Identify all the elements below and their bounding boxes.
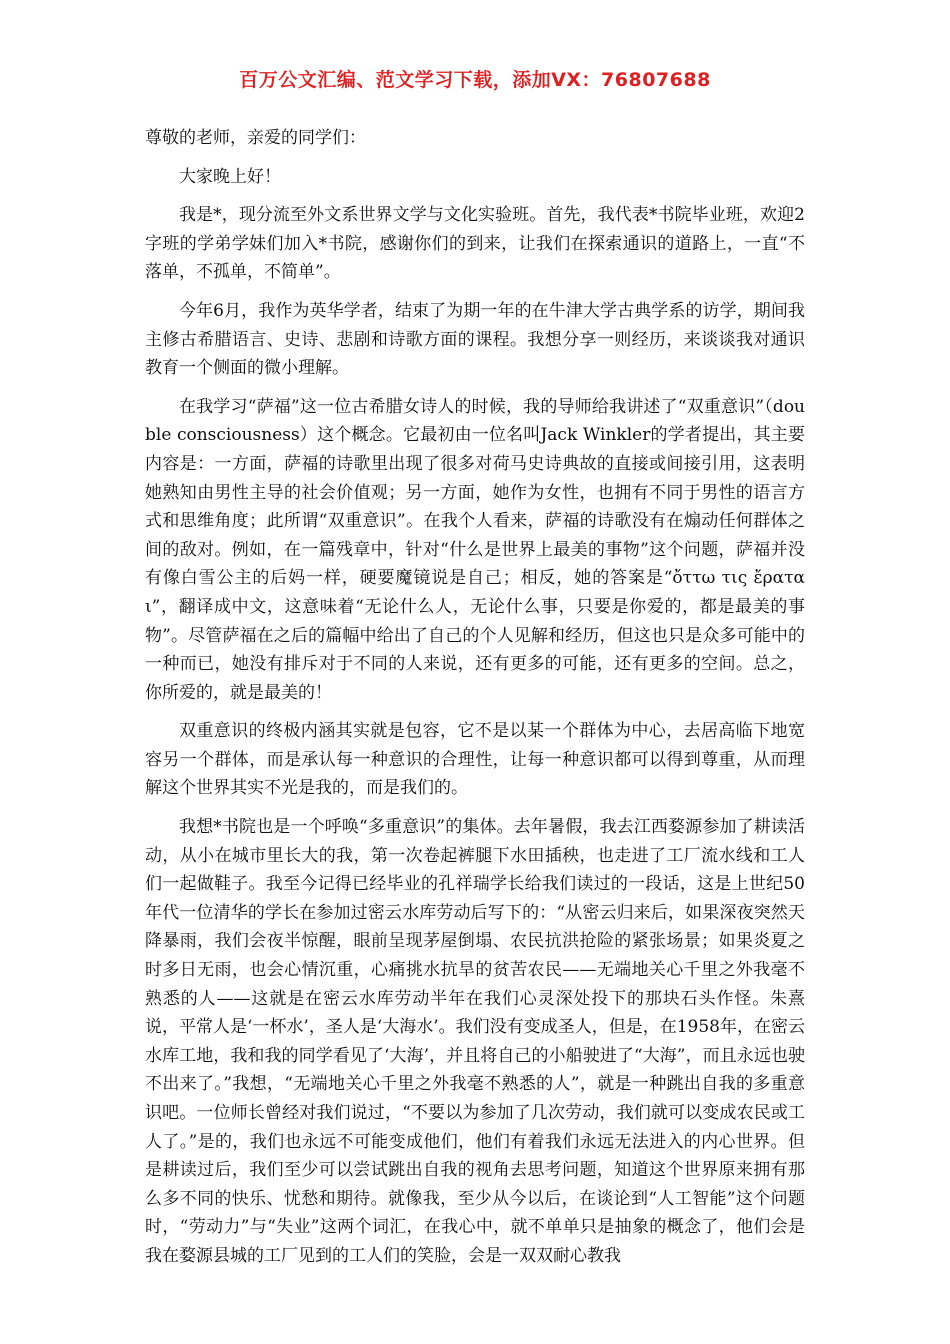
salutation: 尊敬的老师，亲爱的同学们：: [145, 128, 366, 148]
paragraph-introduction: 我是*，现分流至外文系世界文学与文化实验班。首先，我代表*书院毕业班，欢迎2字班的学弟学妹们加入*书院，感谢你们的到来，让我们在探索通识的道路上，一直“不落单，不孤单，不简单”。: [145, 205, 805, 283]
paragraph-double-consciousness: 双重意识的终极内涵其实就是包容，它不是以某一个群体为中心，去居高临下地宽容另一个群体，而是承认每一种意识的合理性，让每一种意识都可以得到尊重，从而理解这个世界其实不光是我的，而是我们的。: [145, 721, 805, 799]
paragraph-oxford: 今年6月，我作为英华学者，结束了为期一年的在牛津大学古典学系的访学，期间我主修古希腊语言、史诗、悲剧和诗歌方面的课程。我想分享一则经历，来谈谈我对通识教育一个侧面的微小理解。: [145, 300, 805, 379]
paragraph-sappho: 在我学习“萨福”这一位古希腊女诗人的时候，我的导师给我讲述了“双重意识”（double consciousness）这个概念。它最初由一位名叫Jack Winkler的学者提出，其主要内容是：一方面，萨福的诗歌里出现了很多对荷马史诗典故的直接或间接引用，这表明她熟知由男性主导的社会价值观；另一方面，她作为女性，也拥有不同于男性的语言方式和思维角度；此所谓“双重意识”。在我个人看来，萨福的诗歌没有在煽动任何群体之间的敌对。例如，在一篇残章中，针对“什么是世界上最美的事物”这个问题，萨福并没有像白雪公主的后妈一样，硬要魔镜说是自己；相反，她的答案是“ὄττω τις ἔραται”，翻译成中文，这意味着“无论什么人，无论什么事，只要是你爱的，都是最美的事物”。尽管萨福在之后的篇幅中给出了自己的个人见解和经历，但这也只是众多可能中的一种而已，她没有排斥对于不同的人来说，还有更多的可能，还有更多的空间。总之，你所爱的，就是最美的！: [145, 396, 805, 703]
document-body: [145, 124, 805, 1281]
paragraph-college: 我想*书院也是一个呼唤“多重意识”的集体。去年暑假，我去江西婺源参加了耕读活动，从小在城市里长大的我，第一次卷起裤腿下水田插秧，也走进了工厂流水线和工人们一起做鞋子。我至今记得已经毕业的孔祥瑞学长给我们读过的一段话，这是上世纪50年代一位清华的学长在参加过密云水库劳动后写下的：“从密云归来后，如果深夜突然天降暴雨，我们会夜半惊醒，眼前呈现茅屋倒塌、农民抗洪抢险的紧张场景；如果炎夏之时多日无雨，也会心情沉重，心痛挑水抗旱的贫苦农民——无端地关心千里之外我毫不熟悉的人——这就是在密云水库劳动半年在我们心灵深处投下的那块石头作怪。朱熹说，平常人是‘一杯水’，圣人是‘大海水’。我们没有变成圣人，但是，在1958年，在密云水库工地，我和我的同学看见了‘大海’，并且将自己的小船驶进了“大海”，而且永远也驶不出来了。”我想，“无端地关心千里之外我毫不熟悉的人”，就是一种跳出自我的多重意识吧。一位师长曾经对我们说过，“不要以为参加了几次劳动，我们就可以变成农民或工人了。”是的，我们也永远不可能变成他们，他们有着我们永远无法进入的内心世界。但是耕读过后，我们至少可以尝试跳出自我的视角去思考问题，知道这个世界原来拥有那么多不同的快乐、忧愁和期待。就像我，至少从今以后，在谈论到“人工智能”这个问题时，“劳动力”与“失业”这两个词汇，在我心中，就不单单只是抽象的概念了，他们会是我在婺源县城的工厂见到的工人们的笑脸，会是一双双耐心教我: [145, 817, 805, 1266]
paragraph-greeting: 大家晚上好！: [179, 166, 281, 187]
header-banner: 百万公文汇编、范文学习下载，添加VX：76807688: [239, 69, 711, 91]
